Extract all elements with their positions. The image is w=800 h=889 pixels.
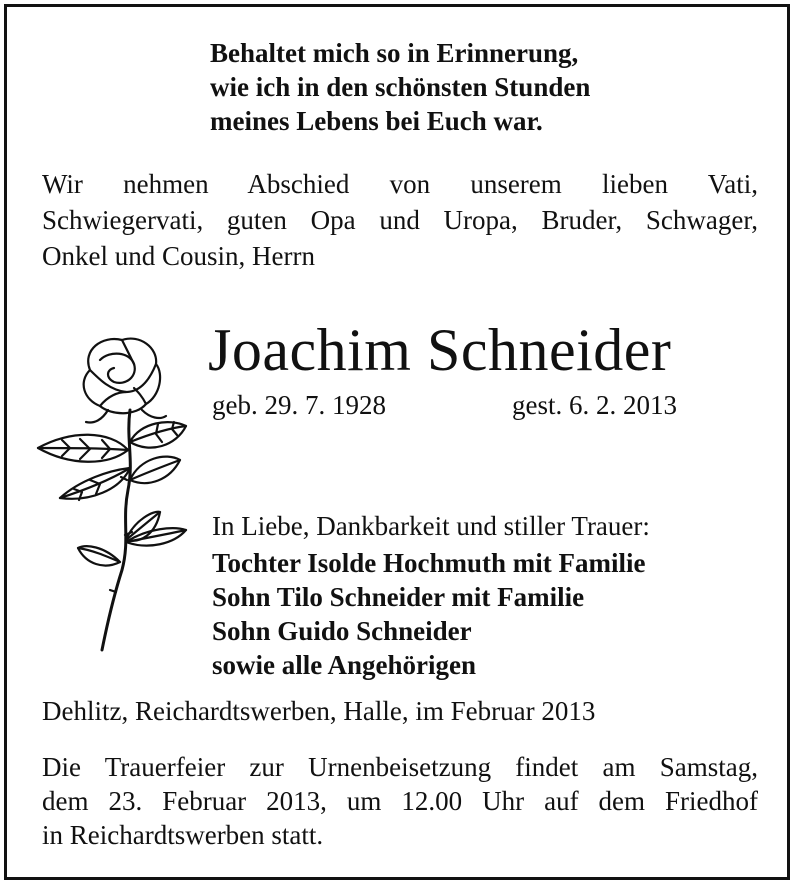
intro-line: Onkel und Cousin, Herrn (42, 241, 315, 271)
farewell-intro (42, 166, 758, 274)
deceased-name: Joachim Schneider (208, 317, 672, 383)
funeral-line: Die Trauerfeier zur Urnenbeisetzung findet am Samstag, (42, 752, 758, 782)
verse-line: meines Lebens bei Euch war. (210, 106, 543, 136)
death-date: gest. 6. 2. 2013 (512, 390, 677, 420)
mourner-name: Sohn Tilo Schneider mit Familie (212, 582, 585, 612)
mourner-name: Tochter Isolde Hochmuth mit Familie (212, 548, 646, 578)
life-dates (212, 388, 772, 422)
intro-line: Wir nehmen Abschied von unserem lieben Vati, (42, 169, 758, 199)
mourner-name: Sohn Guido Schneider (212, 616, 472, 646)
memorial-verse (210, 36, 770, 138)
funeral-line: dem 23. Februar 2013, um 12.00 Uhr auf dem Friedhof (42, 786, 758, 816)
funeral-info (42, 750, 758, 852)
rose-icon (30, 330, 210, 660)
funeral-line: in Reichardtswerben statt. (42, 820, 324, 850)
intro-line: Schwiegervati, guten Opa und Uropa, Bruder, Schwager, (42, 205, 758, 235)
verse-line: wie ich in den schönsten Stunden (210, 72, 591, 102)
mourners-heading: In Liebe, Dankbarkeit und stiller Trauer: (212, 511, 650, 541)
birth-date: geb. 29. 7. 1928 (212, 390, 386, 420)
mourner-name: sowie alle Angehörigen (212, 650, 476, 680)
verse-line: Behaltet mich so in Erinnerung, (210, 38, 579, 68)
place-and-date: Dehlitz, Reichardtswerben, Halle, im Februar 2013 (42, 696, 596, 726)
mourners-list (212, 546, 772, 682)
